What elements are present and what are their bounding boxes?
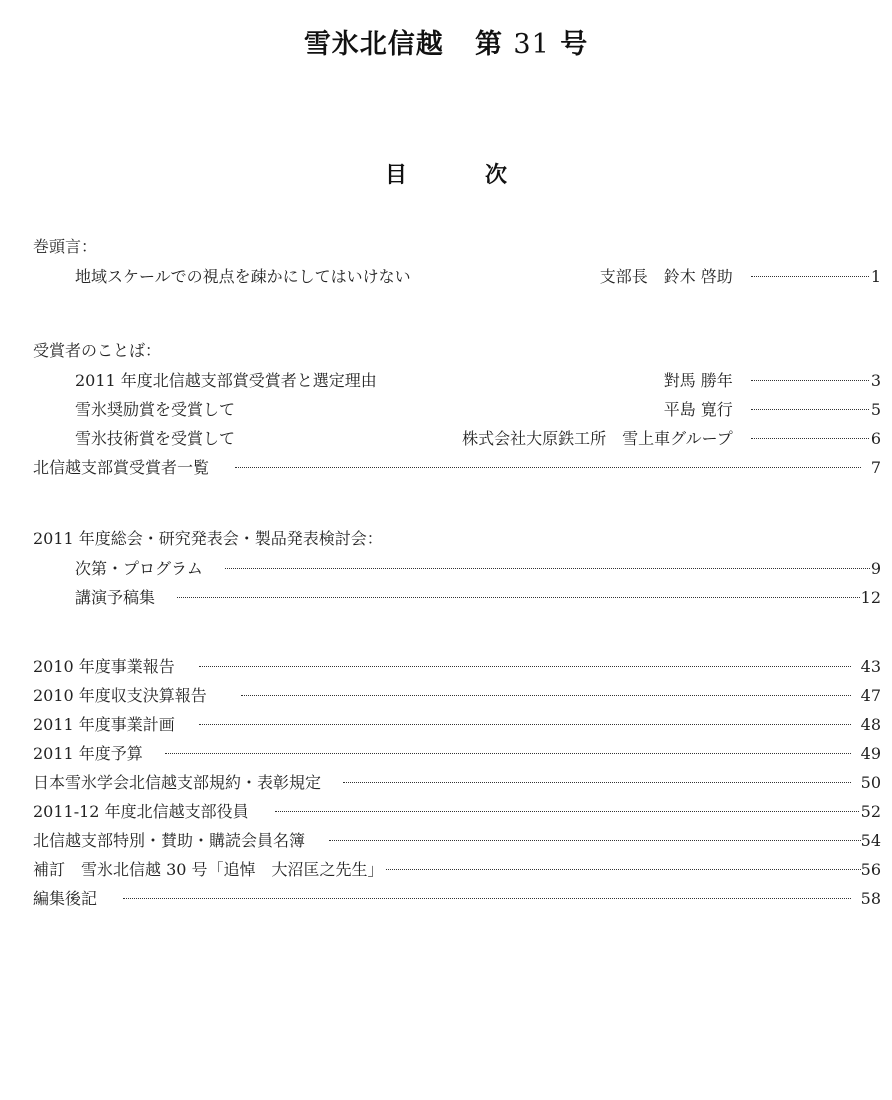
toc-entry[interactable]	[75, 556, 881, 582]
toc-entry[interactable]	[33, 654, 881, 680]
entry-page: 50	[860, 773, 881, 792]
dot-leader	[235, 467, 861, 468]
entry-page: 47	[860, 686, 881, 705]
dot-leader	[225, 568, 870, 569]
toc-entry[interactable]	[33, 828, 881, 854]
dot-leader	[386, 869, 861, 870]
dot-leader	[199, 666, 851, 667]
toc-entry[interactable]	[33, 886, 881, 912]
entry-page: 48	[860, 715, 881, 734]
entry-title: 地域スケールでの視点を疎かにしてはいけない	[75, 267, 411, 286]
dot-leader	[329, 840, 861, 841]
entry-title: 編集後記	[33, 889, 98, 908]
dot-leader	[751, 438, 869, 439]
entry-title: 2011 年度北信越支部賞受賞者と選定理由	[75, 371, 377, 390]
entry-title: 2010 年度収支決算報告	[33, 686, 207, 705]
dot-leader	[751, 380, 869, 381]
entry-page: 12	[860, 588, 881, 607]
journal-name: 雪氷北信越	[303, 29, 444, 60]
dot-leader	[199, 724, 851, 725]
entry-page: 43	[860, 657, 881, 676]
issue-prefix: 第	[475, 29, 504, 60]
section-label-awards: 受賞者のことば：	[33, 341, 162, 360]
toc-entry[interactable]	[33, 857, 881, 883]
section-label-meeting: 2011 年度総会・研究発表会・製品発表検討会：	[33, 529, 383, 548]
entry-title: 日本雪氷学会北信越支部規約・表彰規定	[33, 773, 322, 792]
section-label-foreword: 巻頭言：	[33, 237, 98, 256]
entry-title: 雪氷奨励賞を受賞して	[75, 400, 236, 419]
dot-leader	[343, 782, 851, 783]
entry-title: 北信越支部賞受賞者一覧	[33, 458, 210, 477]
toc-entry[interactable]	[75, 397, 881, 423]
dot-leader	[241, 695, 851, 696]
toc-heading	[0, 158, 892, 189]
entry-author: 對馬 勝年	[663, 371, 733, 390]
toc-entry[interactable]	[33, 712, 881, 738]
entry-title: 北信越支部特別・賛助・購読会員名簿	[33, 831, 306, 850]
dot-leader	[177, 597, 860, 598]
entry-page: 54	[860, 831, 881, 850]
entry-page: 3	[870, 371, 881, 390]
entry-page: 49	[860, 744, 881, 763]
entry-title: 雪氷技術賞を受賞して	[75, 429, 236, 448]
entry-author: 支部長 鈴木 啓助	[599, 267, 733, 286]
toc-entry[interactable]	[33, 799, 881, 825]
dot-leader	[751, 276, 869, 277]
entry-title: 講演予稿集	[75, 588, 156, 607]
journal-title	[0, 22, 892, 61]
toc-entry[interactable]	[33, 683, 881, 709]
entry-page: 9	[870, 559, 881, 578]
entry-title: 2010 年度事業報告	[33, 657, 175, 676]
entry-page: 1	[870, 267, 881, 286]
dot-leader	[123, 898, 851, 899]
entry-author: 株式会社大原鉄工所 雪上車グループ	[462, 429, 733, 448]
entry-title: 2011-12 年度北信越支部役員	[33, 802, 249, 821]
toc-entry[interactable]	[33, 741, 881, 767]
toc-entry[interactable]	[75, 264, 881, 290]
entry-page: 56	[860, 860, 881, 879]
entry-page: 7	[870, 458, 881, 477]
toc-entry[interactable]	[75, 426, 881, 452]
issue-suffix: 号	[560, 29, 589, 60]
entry-page: 6	[870, 429, 881, 448]
toc-entry[interactable]	[75, 368, 881, 394]
entry-title: 2011 年度予算	[33, 744, 143, 763]
toc-heading-char-1: 目	[384, 163, 407, 188]
entry-title: 2011 年度事業計画	[33, 715, 175, 734]
toc-entry[interactable]	[33, 770, 881, 796]
entry-page: 52	[860, 802, 881, 821]
entry-title: 次第・プログラム	[75, 559, 203, 578]
toc-entry[interactable]	[33, 455, 881, 481]
entry-title: 補訂 雪氷北信越 30 号「追悼 大沼匡之先生」	[33, 860, 384, 879]
dot-leader	[165, 753, 851, 754]
toc-heading-char-2: 次	[485, 163, 508, 188]
dot-leader	[751, 409, 869, 410]
entry-page: 58	[860, 889, 881, 908]
entry-author: 平島 寛行	[663, 400, 733, 419]
dot-leader	[275, 811, 859, 812]
issue-number: 31	[513, 29, 550, 60]
toc-entry[interactable]	[75, 585, 881, 611]
entry-page: 5	[870, 400, 881, 419]
